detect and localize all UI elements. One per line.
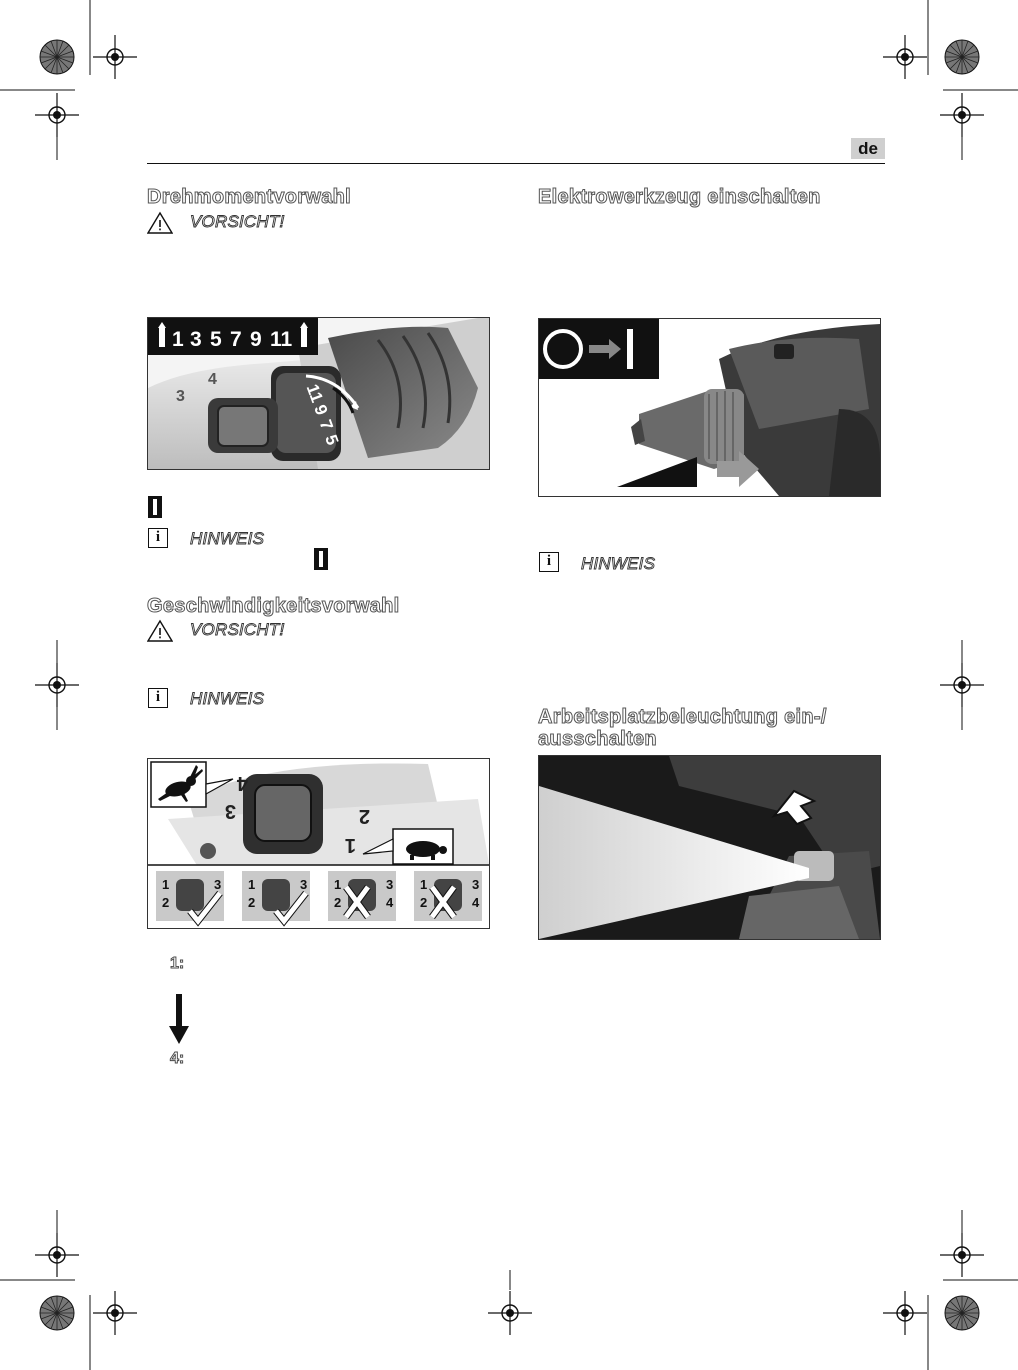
speed-item-last: 4: [170, 1050, 185, 1067]
panel-gear-number: 3 [472, 877, 480, 892]
lighting-heading-line2: ausschalten [538, 728, 657, 750]
gear-number: 3 [176, 388, 185, 405]
gear-selector-figure [147, 758, 490, 929]
panel-gear-number: 1 [420, 877, 428, 892]
info-icon: i [148, 528, 168, 548]
header-rule [147, 163, 885, 164]
panel-gear-number: 4 [472, 895, 480, 910]
torque-caution-label: VORSICHT! [190, 212, 285, 231]
panel-gear-number: 3 [386, 877, 394, 892]
lighting-heading-line1: Arbeitsplatzbeleuchtung ein-/ [538, 706, 827, 728]
gear-number: 2 [358, 805, 370, 827]
collar-number: 5 [321, 432, 343, 448]
collar-number: 11 [302, 381, 327, 405]
scale-label: 9 [250, 328, 262, 351]
switch-on-figure [538, 318, 881, 497]
info-icon: i [539, 552, 559, 572]
drill-setting-icon [314, 548, 328, 570]
panel-gear-number: 2 [420, 895, 428, 910]
language-badge: de [851, 138, 885, 159]
scale-label: 5 [210, 328, 222, 351]
torque-note-label: HINWEIS [190, 529, 265, 548]
gear-shift-panel [242, 871, 310, 921]
scale-label: 11 [270, 328, 293, 351]
speed-caution-label: VORSICHT! [190, 620, 285, 639]
torque-collar-figure [147, 317, 490, 470]
panel-gear-number: 1 [162, 877, 170, 892]
panel-gear-number: 2 [248, 895, 256, 910]
panel-gear-number: 3 [214, 877, 222, 892]
speed-note-label: HINWEIS [190, 689, 265, 708]
info-icon: i [148, 688, 168, 708]
scale-label: 7 [230, 328, 242, 351]
switch-on-heading: Elektrowerkzeug einschalten [538, 186, 821, 208]
collar-number: 7 [315, 417, 337, 433]
warning-icon [147, 211, 173, 235]
arrow-down-icon [168, 994, 190, 1044]
speed-item-first: 1: [170, 955, 185, 972]
work-light-figure [538, 755, 881, 940]
scale-label: 1 [172, 328, 184, 351]
collar-number: 9 [310, 402, 332, 418]
gear-shift-panel [156, 871, 224, 921]
torque-heading: Drehmomentvorwahl [147, 186, 352, 208]
gear-number: 3 [224, 800, 236, 822]
scale-label: 3 [190, 328, 202, 351]
gear-number: 4 [208, 371, 217, 388]
panel-gear-number: 2 [334, 895, 342, 910]
drill-setting-icon [148, 496, 162, 518]
warning-icon [147, 619, 173, 643]
gear-shift-panel [414, 871, 482, 921]
gear-number: 1 [344, 834, 356, 856]
speed-heading: Geschwindigkeitsvorwahl [147, 595, 400, 617]
gear-shift-panel [328, 871, 396, 921]
panel-gear-number: 3 [300, 877, 308, 892]
panel-gear-number: 2 [162, 895, 170, 910]
panel-gear-number: 1 [334, 877, 342, 892]
panel-gear-number: 4 [386, 895, 394, 910]
panel-gear-number: 1 [248, 877, 256, 892]
gear-number: 4 [236, 772, 248, 794]
switch-on-note-label: HINWEIS [581, 554, 656, 573]
